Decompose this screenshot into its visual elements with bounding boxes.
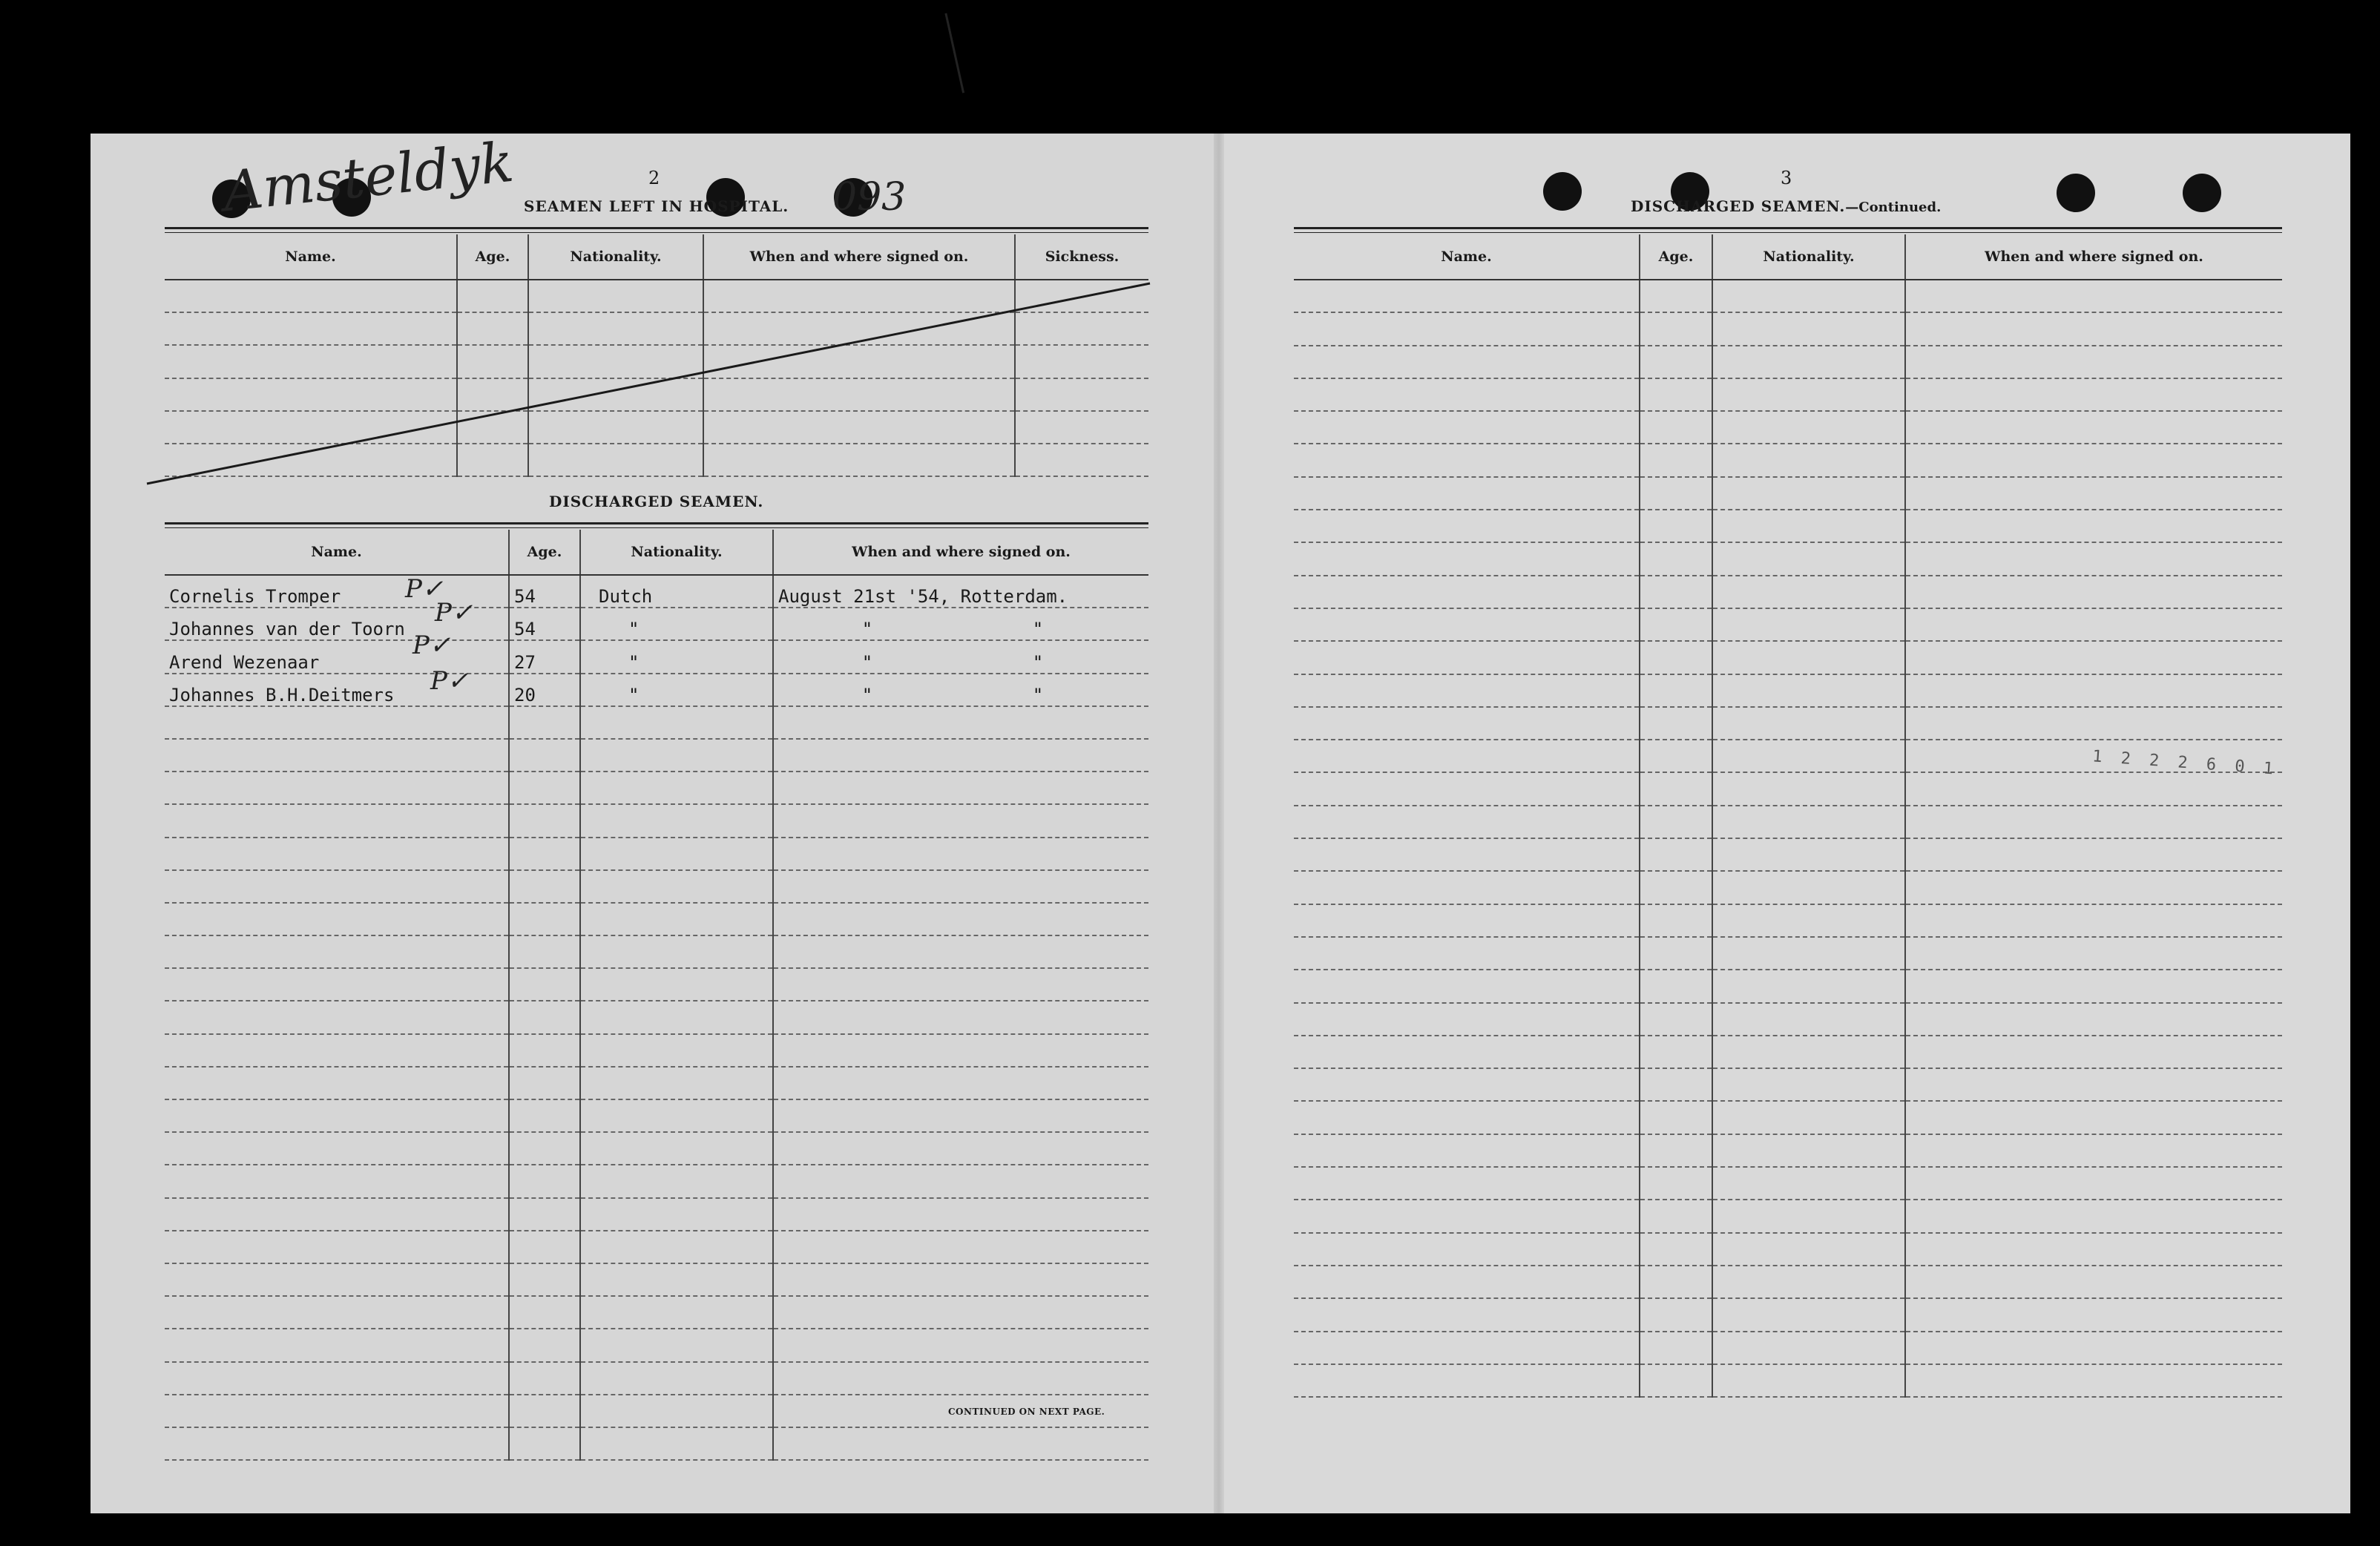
table-row	[165, 674, 1148, 706]
table-row	[165, 804, 1148, 837]
table-row	[165, 575, 1148, 608]
table-row	[165, 838, 1148, 870]
page-number-left: 2	[648, 168, 660, 188]
table-row	[1294, 1266, 2282, 1298]
right-table-body	[1294, 280, 2282, 1397]
table-row	[165, 870, 1148, 903]
table-row	[1294, 937, 2282, 970]
seaman-name: Cornelis Tromper	[165, 575, 509, 608]
seaman-name: Johannes B.H.Deitmers	[165, 674, 509, 706]
table-row	[165, 935, 1148, 968]
handwritten-ship-name: Amsteldyk	[220, 130, 517, 225]
right-header-nationality: Nationality.	[1712, 234, 1905, 280]
table-row	[165, 1132, 1148, 1165]
seaman-age: 20	[509, 674, 580, 706]
right-top-rule	[1294, 227, 2282, 233]
table-row	[1294, 312, 2282, 345]
handwritten-check-mark: P✓	[405, 574, 444, 604]
discharged-top-rule	[165, 522, 1148, 528]
table-row	[1294, 1167, 2282, 1200]
hospital-header-name: Name.	[165, 234, 457, 280]
ditto-place: "	[1032, 619, 1044, 640]
discharged-table	[165, 530, 1148, 1461]
continued-footer: CONTINUED ON NEXT PAGE.	[948, 1407, 1105, 1417]
table-row	[165, 1329, 1148, 1361]
table-row	[165, 1231, 1148, 1263]
table-row	[1294, 838, 2282, 871]
seaman-age: 27	[509, 640, 580, 673]
table-row	[165, 706, 1148, 739]
table-row	[1294, 674, 2282, 707]
table-row	[1294, 806, 2282, 838]
right-header-name: Name.	[1294, 234, 1640, 280]
hospital-header-signed-on: When and where signed on.	[703, 234, 1015, 280]
table-row	[165, 968, 1148, 1001]
seaman-nationality: "	[580, 608, 773, 640]
seaman-age: 54	[509, 575, 580, 608]
table-row	[1294, 346, 2282, 378]
table-row	[165, 1427, 1148, 1460]
handwritten-mark: 093	[832, 175, 907, 220]
table-row	[165, 1001, 1148, 1033]
ditto-place: "	[1032, 684, 1044, 705]
discharged-header-signed-on: When and where signed on.	[773, 530, 1148, 575]
table-row	[1294, 1036, 2282, 1068]
table-row	[1294, 904, 2282, 937]
table-row	[165, 1165, 1148, 1197]
right-title-text: DISCHARGED SEAMEN.	[1631, 197, 1846, 215]
seaman-nationality: Dutch	[580, 575, 773, 608]
right-section-title	[1631, 197, 1941, 215]
hospital-section-title: SEAMEN LEFT IN HOSPITAL.	[524, 197, 789, 215]
table-row	[165, 1034, 1148, 1067]
handwritten-check-mark: P✓	[412, 631, 451, 660]
seaman-name: Johannes van der Toorn	[165, 608, 509, 640]
ditto-date: "	[861, 684, 873, 705]
table-row	[165, 1067, 1148, 1099]
table-row	[1294, 411, 2282, 444]
discharged-header-age: Age.	[509, 530, 580, 575]
right-title-suffix: —Continued.	[1845, 200, 1942, 215]
discharged-header-name: Name.	[165, 530, 509, 575]
table-row	[1294, 1068, 2282, 1101]
ditto-place: "	[1032, 651, 1044, 673]
table-row	[1294, 1332, 2282, 1364]
ditto-date: "	[861, 619, 873, 640]
handwritten-check-mark: P✓	[430, 666, 469, 696]
hospital-header-age: Age.	[457, 234, 528, 280]
table-row	[165, 1099, 1148, 1132]
table-row	[165, 1198, 1148, 1231]
table-row	[1294, 1134, 2282, 1167]
seaman-signed-on	[773, 608, 1148, 640]
table-row	[1294, 1364, 2282, 1397]
table-row	[1294, 641, 2282, 674]
table-row	[1294, 1003, 2282, 1036]
seaman-nationality: "	[580, 674, 773, 706]
table-row	[1294, 542, 2282, 575]
table-row	[165, 1296, 1148, 1329]
ditto-date: "	[861, 651, 873, 673]
table-row	[1294, 280, 2282, 312]
table-row	[1294, 608, 2282, 641]
table-row	[1294, 1233, 2282, 1266]
table-row	[1294, 444, 2282, 476]
right-header-signed-on: When and where signed on.	[1905, 234, 2282, 280]
seaman-signed-on	[773, 640, 1148, 673]
table-row	[1294, 510, 2282, 542]
table-row	[165, 739, 1148, 772]
seaman-signed-on	[773, 674, 1148, 706]
faded-stamp: 1 2 2 2 6 0 1	[2091, 747, 2278, 779]
seaman-nationality: "	[580, 640, 773, 673]
handwritten-check-mark: P✓	[435, 598, 473, 628]
seaman-name: Arend Wezenaar	[165, 640, 509, 673]
table-row	[1294, 477, 2282, 510]
table-row	[1294, 1200, 2282, 1232]
seaman-signed-on: August 21st '54, Rotterdam.	[773, 575, 1148, 608]
table-row	[165, 608, 1148, 640]
table-row	[1294, 707, 2282, 740]
table-row	[1294, 970, 2282, 1002]
right-discharged-table	[1294, 234, 2282, 1398]
right-header-age: Age.	[1640, 234, 1712, 280]
table-row	[1294, 772, 2282, 805]
table-row	[165, 903, 1148, 935]
table-row	[165, 772, 1148, 804]
table-row	[1294, 378, 2282, 411]
hospital-header-nationality: Nationality.	[528, 234, 703, 280]
discharged-section-title: DISCHARGED SEAMEN.	[549, 493, 764, 510]
table-row	[1294, 1298, 2282, 1331]
discharged-header-nationality: Nationality.	[580, 530, 773, 575]
table-row	[1294, 576, 2282, 608]
table-row	[1294, 1101, 2282, 1134]
table-row	[165, 640, 1148, 673]
page-number-right: 3	[1781, 168, 1792, 188]
table-row	[165, 1263, 1148, 1296]
seaman-age: 54	[509, 608, 580, 640]
table-row	[1294, 871, 2282, 904]
hospital-header-sickness: Sickness.	[1015, 234, 1148, 280]
table-row	[165, 1362, 1148, 1395]
